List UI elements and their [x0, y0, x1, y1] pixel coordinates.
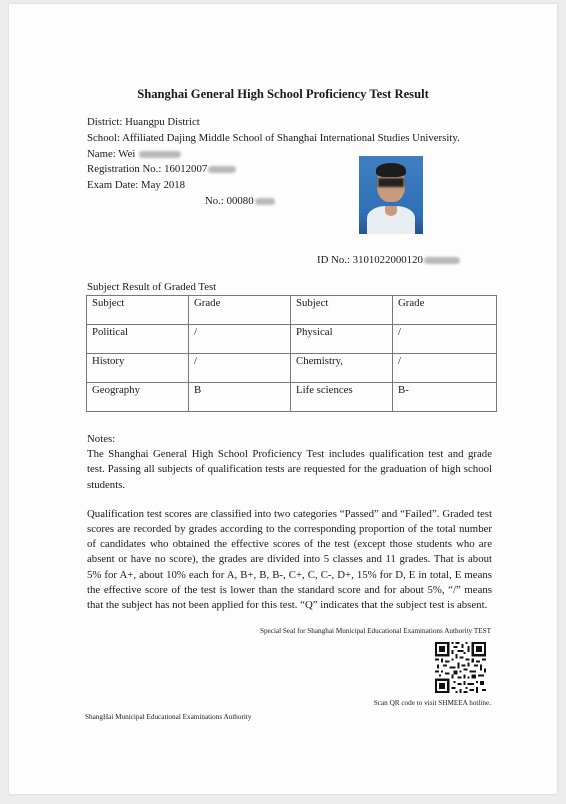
notes-heading: Notes:	[87, 433, 116, 445]
table-cell: Subject	[291, 296, 393, 325]
table-cell: History	[87, 354, 189, 383]
table-cell: /	[189, 325, 291, 354]
table-cell: Grade	[393, 296, 497, 325]
table-cell: /	[189, 354, 291, 383]
school-line	[87, 132, 460, 144]
table-row	[87, 296, 497, 325]
grades-table	[86, 295, 497, 412]
table-cell: Political	[87, 325, 189, 354]
redacted-id	[424, 257, 460, 264]
notes-paragraph-1: The Shanghai General High School Proficiency Test includes qualification test and grade test. Passing all subjects of qualification tests are requested for the graduation of high school students.	[87, 448, 492, 491]
table-cell: /	[393, 354, 497, 383]
table-cell: B-	[393, 383, 497, 412]
redacted-name	[139, 151, 181, 158]
table-cell: /	[393, 325, 497, 354]
id-text: ID No.: 3101022000120	[317, 254, 423, 266]
table-row	[87, 383, 497, 412]
redacted-number	[255, 198, 275, 205]
id-line	[317, 254, 460, 266]
certificate-page	[9, 4, 557, 794]
table-cell: Life sciences	[291, 383, 393, 412]
seal-caption: Special Seal for Shanghai Municipal Educational Examinations Authority TEST	[259, 627, 491, 635]
qr-code-icon	[435, 642, 486, 693]
redacted-registration	[208, 166, 236, 173]
district-text: District: Huangpu District	[87, 116, 200, 128]
scan-qr-caption: Scan QR code to visit SHMEEA hotline.	[373, 699, 491, 707]
authority-footer: ShangHai Municipal Educational Examinations Authority	[85, 713, 252, 721]
number-text: No.: 00080	[205, 195, 254, 207]
name-text: Name: Wei	[87, 148, 136, 160]
table-row	[87, 325, 497, 354]
table-cell: B	[189, 383, 291, 412]
document-title: Shanghai General High School Proficiency Test Result	[137, 87, 429, 101]
table-row	[87, 354, 497, 383]
table-cell: Grade	[189, 296, 291, 325]
table-caption: Subject Result of Graded Test	[87, 281, 217, 293]
registration-line	[87, 163, 236, 175]
notes-section	[87, 432, 492, 613]
table-cell: Physical	[291, 325, 393, 354]
district-line	[87, 116, 200, 128]
table-cell: Chemistry,	[291, 354, 393, 383]
table-cell: Geography	[87, 383, 189, 412]
exam-date-text: Exam Date: May 2018	[87, 179, 186, 191]
exam-date-line	[87, 179, 185, 191]
number-line	[205, 195, 275, 207]
table-cell: Subject	[87, 296, 189, 325]
student-photo	[359, 156, 423, 234]
notes-paragraph-2: Qualification test scores are classified into two categories “Passed” and “Failed”. Graded test scores are recorded by grades according to the corresponding proportion of the total number of candidates who obtained the effective scores of the test (except those students who are absent or have no score), the grades are divided into 5 classes and 11 grades. That is about 5% for A+, about 10% each for A, B+, B, B-, C+, C, C-, D+, 15% for D, E in total, E means the effective score of the test is lower than the standard score and for about 5%, “/” means that the subject has not been applied for this test. “Q” indicates that the subject test is absent.	[87, 507, 492, 612]
registration-text: Registration No.: 16012007	[87, 163, 208, 175]
school-text: School: Affiliated Dajing Middle School of Shanghai International Studies University.	[87, 132, 460, 144]
name-line	[87, 148, 181, 160]
